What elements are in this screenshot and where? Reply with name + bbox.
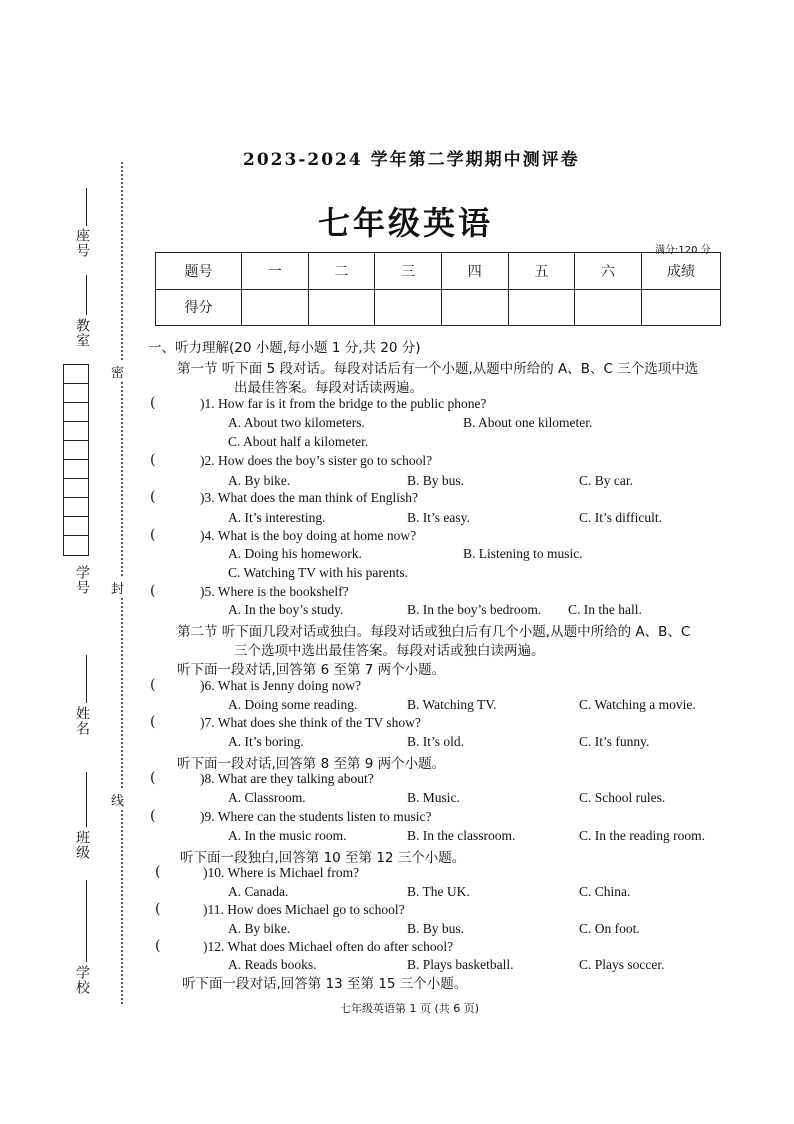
option-b: B. By bus. [407,921,465,936]
question-stem: )10. Where is Michael from? [203,865,360,880]
answer-bracket[interactable]: ( [150,489,156,505]
answer-bracket[interactable]: ( [150,527,156,543]
monologue-intro-10-12: 听下面一段独白,回答第 10 至第 12 三个小题。 [180,850,466,866]
score-table-cell: 六 [575,253,642,290]
option-c: C. On foot. [579,921,640,936]
answer-bracket[interactable]: ( [150,677,156,693]
section2-instruction-1: 第二节 听下面几段对话或独白。每段对话或独白后有几个小题,从题中所给的 A、B、C [177,624,691,640]
option-c: C. China. [579,884,631,899]
score-table-cell: 三 [375,253,442,290]
option-b: B. Listening to music. [463,546,583,561]
option-c: C. It’s funny. [579,734,650,749]
seat-blank[interactable] [86,188,87,226]
dialog-intro-13-15: 听下面一段对话,回答第 13 至第 15 三个小题。 [182,976,468,992]
score-table-cell: 一 [242,253,309,290]
score-input-cell[interactable] [508,289,575,326]
answer-bracket[interactable]: ( [155,901,161,917]
question-stem: )1. How far is it from the bridge to the public phone? [200,396,487,411]
score-row-label: 得分 [156,289,242,326]
score-input-cell[interactable] [242,289,309,326]
option-c: C. School rules. [579,790,666,805]
school-blank[interactable] [86,880,87,962]
score-table-cell: 题号 [156,253,242,290]
option-a: A. Reads books. [228,957,317,972]
score-input-cell[interactable] [375,289,442,326]
score-table-cell: 四 [441,253,508,290]
option-b: B. Plays basketball. [407,957,514,972]
school-label: 学校 [74,965,90,995]
score-table-cell: 五 [508,253,575,290]
option-c: C. About half a kilometer. [228,434,369,449]
question-stem: )7. What does she think of the TV show? [200,715,421,730]
option-c: C. In the reading room. [579,828,705,843]
score-table-cell: 成绩 [642,253,721,290]
score-table-score-row [156,289,721,326]
option-a: A. It’s interesting. [228,510,326,525]
class-label: 班级 [74,830,90,860]
name-blank[interactable] [86,655,87,703]
option-a: A. In the music room. [228,828,347,843]
option-a: A. By bike. [228,921,291,936]
student-id-grid[interactable] [63,364,89,556]
option-c: C. Plays soccer. [579,957,665,972]
score-input-cell[interactable] [441,289,508,326]
option-a: A. Classroom. [228,790,306,805]
answer-bracket[interactable]: ( [150,770,156,786]
option-a: A. In the boy’s study. [228,602,344,617]
option-c: C. Watching TV with his parents. [228,565,409,580]
answer-bracket[interactable]: ( [150,714,156,730]
score-input-cell[interactable] [308,289,375,326]
student-id-label: 学号 [74,565,90,595]
option-b: B. By bus. [407,473,465,488]
option-a: A. Canada. [228,884,289,899]
option-a: A. About two kilometers. [228,415,365,430]
seal-char-mi: 密 [111,362,124,381]
seal-char-feng: 封 [111,578,124,597]
exam-subtitle: 2023-2024 学年第二学期期中测评卷 [243,150,580,170]
exam-title: 七年级英语 [318,204,494,242]
option-c: C. It’s difficult. [579,510,662,525]
score-input-cell[interactable] [642,289,721,326]
section1-instruction-1: 第一节 听下面 5 段对话。每段对话后有一个小题,从题中所给的 A、B、C 三个选项中选 [177,361,699,377]
answer-bracket[interactable]: ( [155,938,161,954]
full-score: 满分:120 分 [655,245,711,256]
option-a: A. It’s boring. [228,734,304,749]
option-b: B. It’s easy. [407,510,470,525]
question-stem: )6. What is Jenny doing now? [200,678,361,693]
option-c: C. In the hall. [568,602,642,617]
answer-bracket[interactable]: ( [155,864,161,880]
option-b: B. About one kilometer. [463,415,593,430]
dialog-intro-8-9: 听下面一段对话,回答第 8 至第 9 两个小题。 [177,756,446,772]
section1-instruction-2: 出最佳答案。每段对话读两遍。 [234,380,423,396]
option-a: A. Doing his homework. [228,546,362,561]
dialog-intro-6-7: 听下面一段对话,回答第 6 至第 7 两个小题。 [177,662,446,678]
option-b: B. Watching TV. [407,697,497,712]
option-c: C. Watching a movie. [579,697,696,712]
page-footer: 七年级英语第 1 页 (共 6 页) [340,1002,480,1015]
option-b: B. Music. [407,790,460,805]
seal-char-xian: 线 [111,790,124,809]
question-stem: )11. How does Michael go to school? [203,902,405,917]
question-stem: )3. What does the man think of English? [200,490,418,505]
answer-bracket[interactable]: ( [150,808,156,824]
name-label: 姓名 [74,706,90,736]
part1-heading: 一、听力理解(20 小题,每小题 1 分,共 20 分) [148,340,421,356]
score-input-cell[interactable] [575,289,642,326]
seat-label: 座号 [74,228,90,258]
option-b: B. In the boy’s bedroom. [407,602,542,617]
classroom-label: 教室 [74,318,90,348]
score-table [155,252,721,326]
option-a: A. By bike. [228,473,291,488]
option-b: B. It’s old. [407,734,465,749]
answer-bracket[interactable]: ( [150,395,156,411]
question-stem: )9. Where can the students listen to music? [200,809,432,824]
option-a: A. Doing some reading. [228,697,358,712]
question-stem: )5. Where is the bookshelf? [200,584,349,599]
score-table-cell: 二 [308,253,375,290]
answer-bracket[interactable]: ( [150,583,156,599]
answer-bracket[interactable]: ( [150,452,156,468]
option-b: B. The UK. [407,884,470,899]
score-table-header-row [156,253,721,290]
classroom-blank[interactable] [86,275,87,315]
question-stem: )4. What is the boy doing at home now? [200,528,417,543]
option-c: C. By car. [579,473,633,488]
question-stem: )2. How does the boy’s sister go to school? [200,453,433,468]
section2-instruction-2: 三个选项中选出最佳答案。每段对话或独白读两遍。 [234,643,545,659]
question-stem: )12. What does Michael often do after school? [203,939,454,954]
class-blank[interactable] [86,772,87,827]
option-b: B. In the classroom. [407,828,516,843]
question-stem: )8. What are they talking about? [200,771,374,786]
